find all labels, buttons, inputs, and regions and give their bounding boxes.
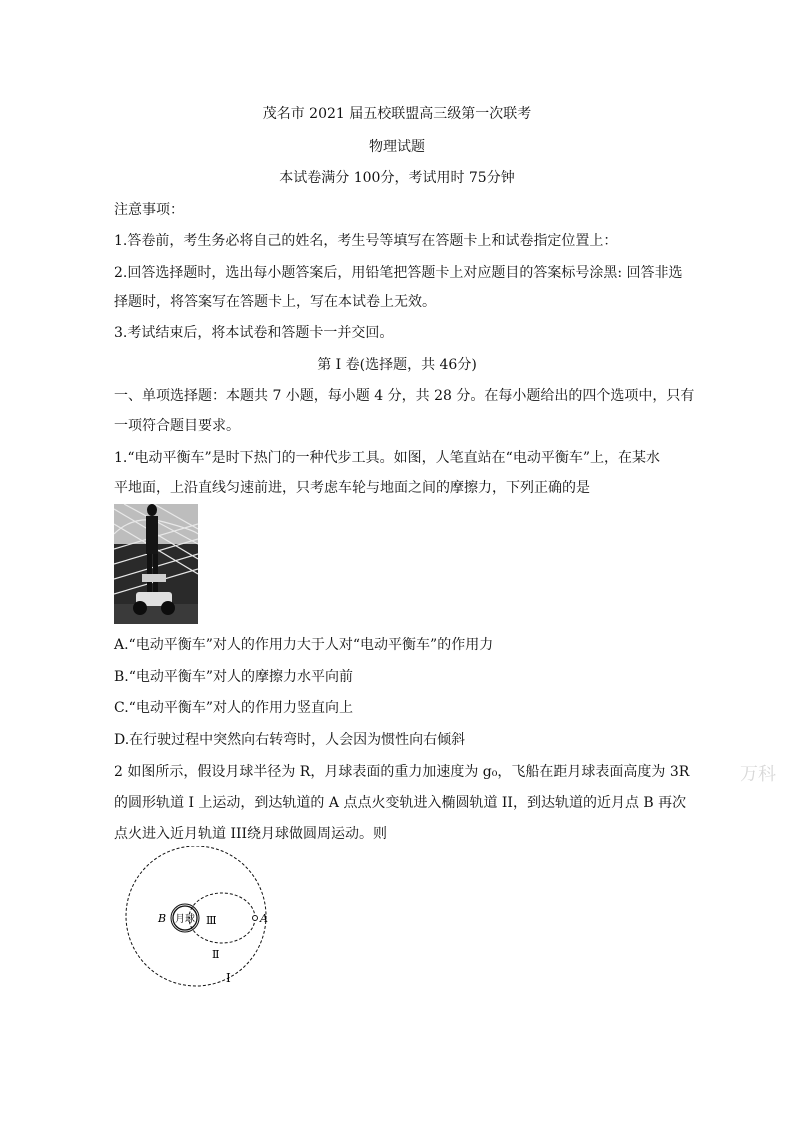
watermark-text: 万科 [740,764,776,785]
question-1-option-b: B.“电动平衡车”对人的摩擦力水平向前 [114,669,354,685]
question-2-line-3: 点火进入近月轨道 III绕月球做圆周运动。则 [114,826,388,842]
section-instruction-line-2: 一项符合题目要求。 [114,418,240,434]
label-moon: 月球 [175,914,195,925]
question-1-option-c: C.“电动平衡车”对人的作用力竖直向上 [114,700,353,716]
balance-scooter-photo [114,504,198,624]
question-1-option-a: A.“电动平衡车”对人的作用力大于人对“电动平衡车”的作用力 [114,637,494,653]
note-item-1: 1.答卷前，考生务必将自己的姓名，考生号等填写在答题卡上和试卷指定位置上： [114,233,618,249]
label-b: B [158,912,167,925]
section-title: 第 I 卷(选择题，共 46分) [317,357,477,373]
orbit-diagram [118,846,278,992]
note-item-3: 3.考试结束后，将本试卷和答题卡一并交回。 [114,325,394,341]
question-2-line-2: 的圆形轨道 I 上运动，到达轨道的 A 点点火变轨进入椭圆轨道 II，到达轨道的近月点 B 再次 [114,795,687,811]
point-a-marker [253,916,258,921]
notes-heading: 注意事项： [114,202,184,218]
label-iii: Ⅲ [206,914,217,927]
section-instruction-line-1: 一、单项选择题：本题共 7 小题，每小题 4 分，共 28 分。在每小题给出的四个选项中，只有 [114,388,695,404]
label-a: A [260,912,268,925]
question-2-line-1: 2 如图所示，假设月球半径为 R，月球表面的重力加速度为 g₀，飞船在距月球表面高度为 3R [114,764,690,780]
question-1-option-d: D.在行驶过程中突然向右转弯时，人会因为惯性向右倾斜 [114,732,466,748]
note-item-2-line-2: 择题时，将答案写在答题卡上，写在本试卷上无效。 [114,294,436,310]
exam-title: 茂名市 2021 届五校联盟高三级第一次联考 [262,106,532,122]
orbit-i [126,846,266,986]
exam-info: 本试卷满分 100分，考试用时 75分钟 [279,170,515,186]
photo-illustration [114,504,198,624]
question-1-line-2: 平地面，上沿直线匀速前进，只考虑车轮与地面之间的摩擦力，下列正确的是 [114,480,590,496]
question-1-line-1: 1.“电动平衡车”是时下热门的一种代步工具。如图，人笔直站在“电动平衡车”上，在某水 [114,450,660,466]
label-ii: Ⅱ [212,948,220,961]
label-i: I [226,971,231,985]
exam-subject: 物理试题 [369,139,425,155]
note-item-2-line-1: 2.回答选择题时，选出每小题答案后，用铅笔把答题卡上对应题目的答案标号涂黑: 回答非选 [114,265,683,281]
